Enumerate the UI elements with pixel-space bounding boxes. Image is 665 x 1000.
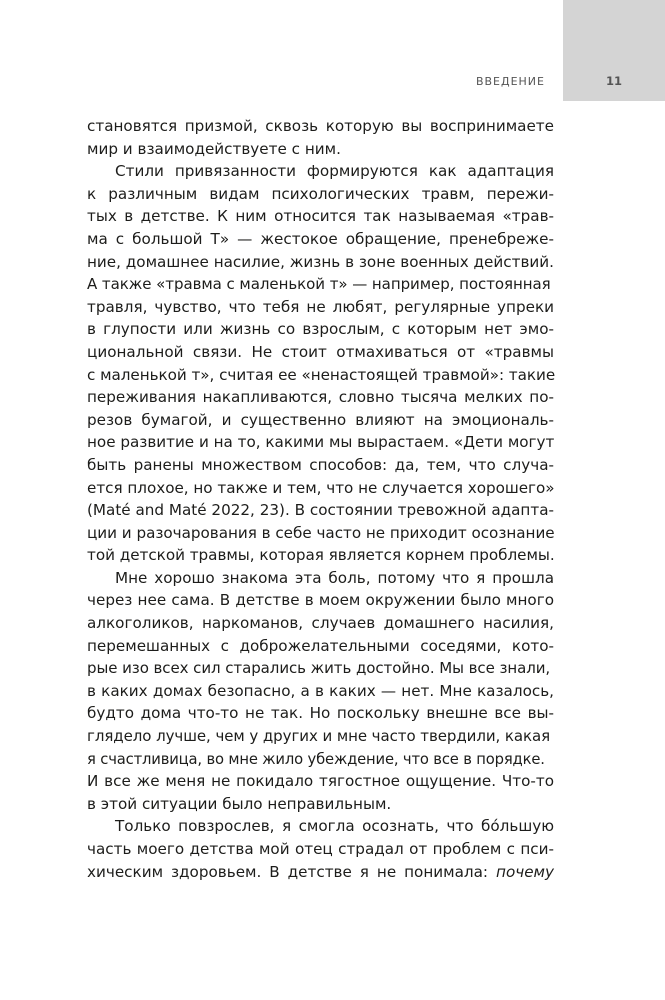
text-line: ние, домашнее насилие, жизнь в зоне военных действий. (87, 252, 554, 271)
text-line: в глупости или жизнь со взрослым, с которым нет эмо- (87, 320, 554, 339)
text-line: будто дома что-то не так. Но поскольку внешне все вы- (87, 704, 554, 723)
text-line: Мне хорошо знакома эта боль, потому что я прошла (115, 568, 554, 587)
text-line: А также «травма с маленькой т» — например, постоянная (87, 275, 551, 294)
text-line: с маленькой т», считая ее «ненастоящей травмой»: такие (87, 365, 556, 384)
page-number-tab (563, 0, 665, 101)
text-line: Стили привязанности формируются как адаптация (115, 162, 554, 181)
text-line: к различным видам психологических травм, пережи- (87, 184, 554, 203)
text-line: в этой ситуации было неправильным. (87, 794, 392, 813)
text-line: часть моего детства мой отец страдал от проблем с пси- (87, 840, 554, 858)
paragraph (87, 160, 554, 567)
text-line: становятся призмой, сквозь которую вы воспринимаете (87, 117, 554, 135)
text-line: циональной связи. Не стоит отмахиваться от «травмы (87, 342, 554, 361)
text-line: ма с большой Т» — жестокое обращение, пренебреже- (87, 229, 554, 248)
running-header-section-title: ВВЕДЕНИЕ (475, 75, 545, 88)
text-line: той детской травмы, которая является корнем проблемы. (87, 546, 555, 565)
text-line: рые изо всех сил старались жить достойно. Мы все знали, (87, 659, 551, 678)
text-line: ется плохое, но также и тем, что не случается хорошего» (87, 478, 555, 497)
text-line: алкоголиков, наркоманов, случаев домашнего насилия, (87, 614, 554, 633)
text-line: (Maté and Maté 2022, 23). В состоянии тревожной адапта- (87, 501, 554, 520)
text-line: перемешанных с доброжелательными соседями, кото- (87, 636, 554, 655)
text-line: И все же меня не покидало тягостное ощущение. Что-то (87, 772, 554, 791)
paragraph (87, 815, 554, 883)
text-line: быть ранены множеством способов: да, тем, что случа- (87, 455, 554, 474)
text-line: резов бумагой, и существенно влияют на эмоциональ- (87, 410, 554, 429)
text-line: ное развитие и на то, какими мы вырастаем. «Дети могут (87, 433, 555, 452)
text-line: травля, чувство, что тебя не любят, регулярные упреки (87, 297, 554, 316)
text-line: в каких домах безопасно, а в каких — нет. Мне казалось, (87, 681, 554, 700)
body-text (87, 115, 554, 883)
page-number: 11 (605, 74, 622, 88)
text-line: переживания накапливаются, словно тысяча мелких по- (87, 388, 554, 407)
italic-word: почему (496, 862, 554, 881)
text-line: Только повзрослев, я смогла осознать, что бо́льшую (115, 817, 554, 836)
text-line-with-italic (87, 861, 554, 884)
text-line: тых в детстве. К ним относится так называемая «трав- (87, 207, 554, 226)
text-line: ции и разочарования в себе часто не приходит осознание (87, 523, 555, 542)
text-line: через нее сама. В детстве в моем окружении было много (87, 591, 554, 610)
text-line: я счастливица, во мне жило убеждение, что все в порядке. (87, 749, 545, 768)
text-line: мир и взаимодействуете с ним. (87, 139, 341, 158)
text-line: глядело лучше, чем у других и мне часто твердили, какая (87, 727, 551, 746)
text-span: хическим здоровьем. В детстве я не понимала: (87, 862, 489, 881)
paragraph (87, 567, 554, 816)
paragraph (87, 115, 554, 160)
